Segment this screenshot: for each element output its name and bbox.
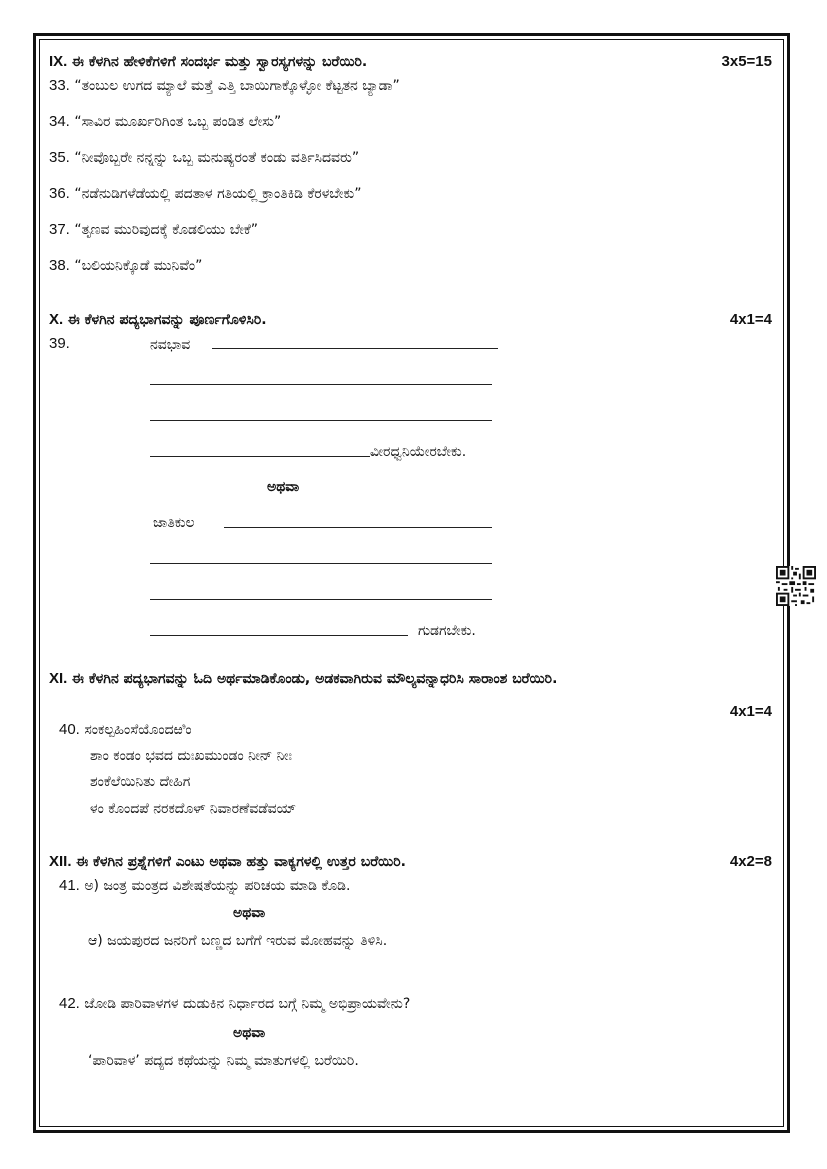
or-label: ಅಥವಾ (233, 1025, 266, 1041)
poem-line: ಳಂ ಕೊಂದಪೆ ನರಕದೊಳ್ ನಿವಾರಣೆವಡೆವಯ್ (90, 801, 297, 817)
poem-b-start: ಜಾತಿಕುಲ (153, 515, 195, 531)
blank-line (150, 384, 492, 385)
blank-line (150, 456, 370, 457)
poem-a-end: ವೀರಧ್ವನಿಯೇರಬೇಕು. (370, 444, 467, 460)
or-label: ಅಥವಾ (267, 479, 300, 495)
or-label: ಅಥವಾ (233, 905, 266, 921)
question-41b: ಆ) ಜಯಪುರದ ಜನರಿಗೆ ಬಣ್ಣದ ಬಗೆಗೆ ಇರುವ ಮೋಹವನ್ನು ತಿಳಿಸಿ. (88, 933, 388, 949)
section-ix-instruction: ಈ ಕೆಳಗಿನ ಹೇಳಿಕೆಗಳಿಗೆ ಸಂದರ್ಭ ಮತ್ತು ಸ್ವಾರಸ್ಯಗಳನ್ನು ಬರೆಯಿರಿ. (71, 54, 368, 70)
section-x-instruction: ಈ ಕೆಳಗಿನ ಪದ್ಯಭಾಗವನ್ನು ಪೂರ್ಣಗೊಳಿಸಿರಿ. (67, 312, 267, 328)
section-x-heading (49, 311, 267, 329)
question-36: 36. “ನಡೆನುಡಿಗಳೆಡೆಯಲ್ಲಿ ಪದತಾಳ ಗತಿಯಲ್ಲಿ ಕ್ರಾಂತಿಕಿಡಿ ಕೆರಳಬೇಕು” (49, 185, 362, 202)
question-34: 34. “ಸಾವಿರ ಮೂರ್ಖರಿಗಿಂತ ಒಬ್ಬ ಪಂಡಿತ ಲೇಸು” (49, 113, 282, 130)
question-42b: ‘ಪಾರಿವಾಳ’ ಪದ್ಯದ ಕಥೆಯನ್ನು ನಿಮ್ಮ ಮಾತುಗಳಲ್ಲಿ ಬರೆಯಿರಿ. (88, 1053, 359, 1069)
section-xi-instruction: ಈ ಕೆಳಗಿನ ಪದ್ಯಭಾಗವನ್ನು ಓದಿ ಅರ್ಥಮಾಡಿಕೊಂಡು, ಅಡಕವಾಗಿರುವ ಮೌಲ್ಯವನ್ನಾಧರಿಸಿ ಸಾರಾಂಶ ಬರೆಯಿರಿ. (71, 671, 558, 687)
question-39-number: 39. (49, 335, 70, 352)
question-37: 37. “ತೃಣವ ಮುರಿವುದಕ್ಕೆ ಕೊಡಲಿಯು ಬೇಕೆ” (49, 221, 259, 238)
question-42a: 42. ಜೋಡಿ ಪಾರಿವಾಳಗಳ ದುಡುಕಿನ ನಿರ್ಧಾರದ ಬಗ್ಗೆ ನಿಮ್ಮ ಅಭಿಪ್ರಾಯವೇನು? (59, 995, 411, 1012)
poem-line: ಶಾಂ ಕಂಡಂ ಭವದ ದುಃಖಮುಂಡಂ ನೀನ್ ನೀಃ (90, 748, 292, 764)
blank-line (150, 563, 492, 564)
question-35: 35. “ನೀವೊಬ್ಬರೇ ನನ್ನನ್ನು ಒಬ್ಬ ಮನುಷ್ಯರಂತೆ ಕಂಡು ವರ್ತಿಸಿದವರು” (49, 149, 360, 166)
section-xi-heading (49, 670, 557, 688)
blank-line (212, 348, 498, 349)
question-40: 40. ಸಂಕಲ್ಪಹಿಂಸೆಯೊಂದಱಿಂ (59, 721, 192, 738)
section-ix-heading (49, 53, 367, 71)
qr-code-icon (776, 566, 816, 606)
section-ix-marks: 3x5=15 (721, 53, 772, 70)
blank-line (150, 599, 492, 600)
question-33: 33. “ತಂಬುಲ ಉಗದ ಮ್ಯಾಲೆ ಮತ್ತೆ ಎತ್ತಿ ಬಾಯಿಗಾಕ್ಕೊಳ್ಳೋ ಕೆಟ್ಟತನ ಬ್ಯಾಡಾ” (49, 77, 400, 94)
section-ix-label: IX. (49, 53, 68, 70)
question-38: 38. “ಬಲಿಯನಿಕ್ಕೊಡೆ ಮುನಿವೆಂ” (49, 257, 203, 274)
poem-b-end: ಗುಡಗಬೇಕು. (418, 623, 476, 639)
blank-line (150, 635, 408, 636)
blank-line (224, 527, 492, 528)
question-41a: 41. ಅ) ಜಂತ್ರ ಮಂತ್ರದ ವಿಶೇಷತೆಯನ್ನು ಪರಿಚಯ ಮಾಡಿ ಕೊಡಿ. (59, 877, 351, 894)
poem-a-start: ನವಭಾವ (150, 337, 191, 353)
section-xii-label: XII. (49, 853, 72, 870)
section-xi-marks: 4x1=4 (729, 703, 772, 720)
section-xii-instruction: ಈ ಕೆಳಗಿನ ಪ್ರಶ್ನೆಗಳಿಗೆ ಎಂಟು ಅಥವಾ ಹತ್ತು ವಾಕ್ಯಗಳಲ್ಲಿ ಉತ್ತರ ಬರೆಯಿರಿ. (75, 854, 406, 870)
section-x-label: X. (49, 311, 64, 328)
poem-line: ಶಂಕೆಲೆಯಿನಿತು ದೇಹಿಗ (90, 774, 191, 790)
section-xi-label: XI. (49, 670, 68, 687)
section-x-marks: 4x1=4 (729, 311, 772, 328)
section-xii-heading (49, 853, 406, 871)
section-xii-marks: 4x2=8 (729, 853, 772, 870)
blank-line (150, 420, 492, 421)
